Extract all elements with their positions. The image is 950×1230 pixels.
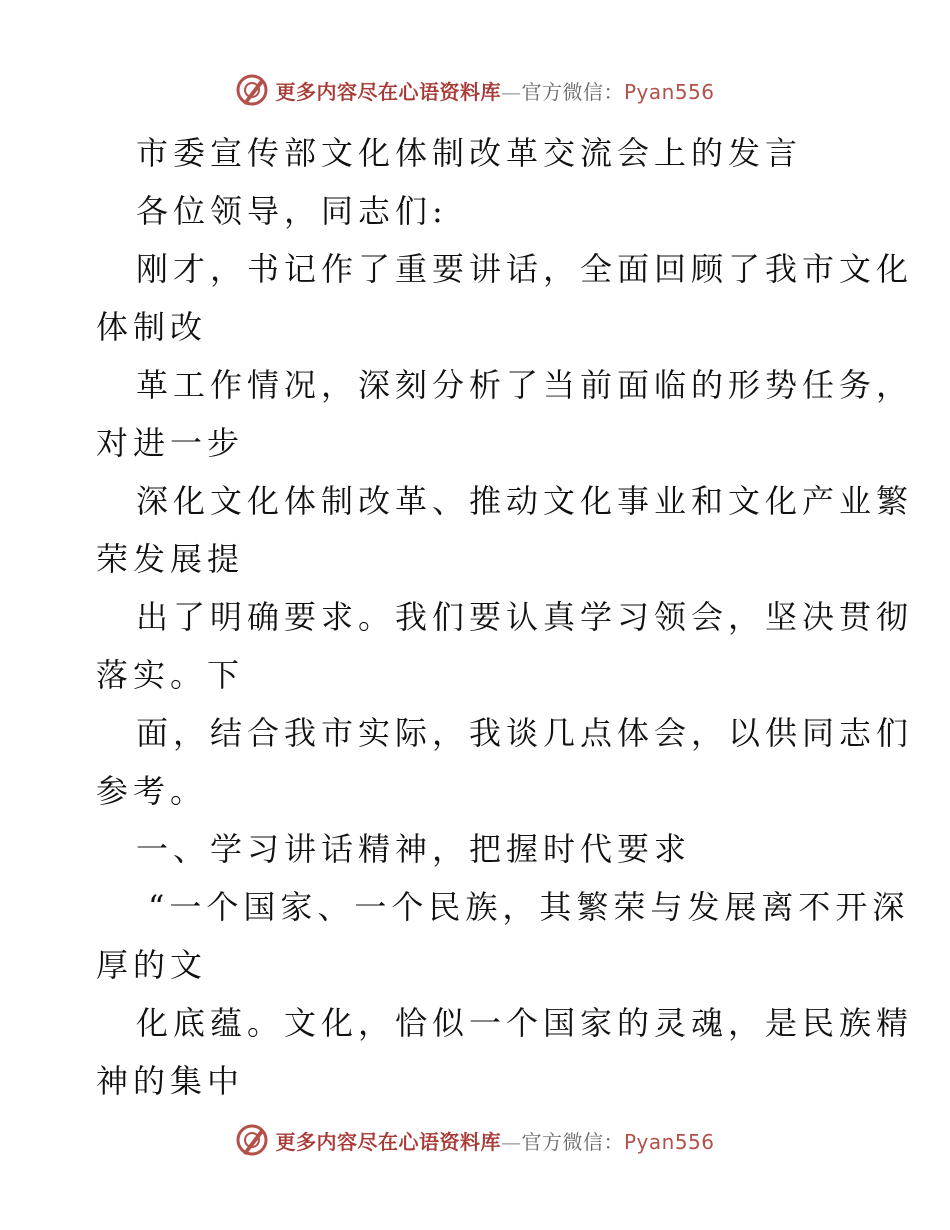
paragraph-line: 革工作情况，深刻分析了当前面临的形势任务，: [136, 366, 914, 404]
paragraph-line: 化底蕴。文化，恰似一个国家的灵魂，是民族精: [136, 1004, 914, 1042]
watermark-dash: —: [500, 79, 522, 104]
watermark-id: Pyan556: [623, 79, 715, 104]
document-body: [96, 124, 914, 1110]
paragraph-line: 荣发展提: [96, 540, 245, 578]
paragraph-line: 出了明确要求。我们要认真学习领会，坚决贯彻: [136, 598, 914, 636]
paragraph-line: 对进一步: [96, 424, 245, 462]
pen-logo-icon: [235, 73, 269, 107]
paragraph-line: 厚的文: [96, 946, 208, 984]
watermark-brand: 更多内容尽在心语资料库: [275, 1129, 501, 1154]
watermark-brand: 更多内容尽在心语资料库: [275, 79, 501, 104]
watermark-text: [275, 76, 714, 105]
paragraph-line: 刚才，书记作了重要讲话，全面回顾了我市文化: [136, 250, 914, 288]
paragraph-line: 面，结合我市实际，我谈几点体会，以供同志们: [136, 714, 914, 752]
watermark-label: 官方微信：: [521, 1129, 624, 1154]
paragraph-line: 深化文化体制改革、推动文化事业和文化产业繁: [136, 482, 914, 520]
document-title: 市委宣传部文化体制改革交流会上的发言: [136, 134, 803, 172]
salutation: 各位领导，同志们:: [136, 192, 448, 230]
paragraph-line: 参考。: [96, 772, 208, 810]
paragraph-line: 神的集中: [96, 1062, 245, 1100]
watermark-footer: [0, 1120, 950, 1160]
paragraph-line: 落实。下: [96, 656, 245, 694]
paragraph-line: “一个国家、一个民族，其繁荣与发展离不开深: [148, 888, 910, 926]
paragraph-line: 体制改: [96, 308, 208, 346]
watermark-id: Pyan556: [623, 1129, 715, 1154]
watermark-dash: —: [500, 1129, 522, 1154]
pen-logo-icon: [235, 1123, 269, 1157]
watermark-text: [275, 1126, 714, 1155]
watermark-header: [0, 70, 950, 110]
section-heading: 一、学习讲话精神，把握时代要求: [136, 830, 692, 868]
watermark-label: 官方微信：: [521, 79, 624, 104]
